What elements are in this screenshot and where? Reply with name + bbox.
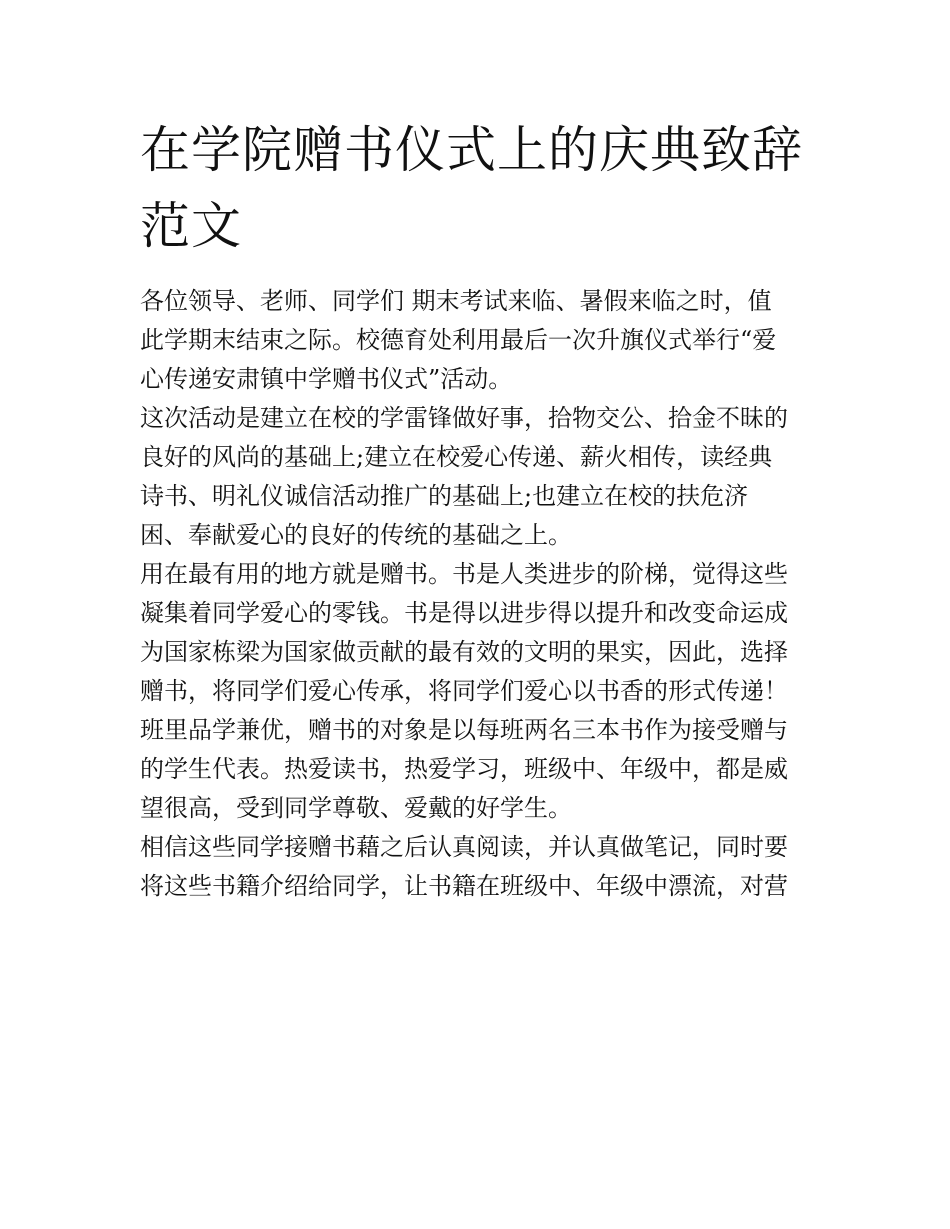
- text-line: 的学生代表。热爱读书，热爱学习，班级中、年级中，都是威: [140, 755, 788, 783]
- text-line: 为国家栋梁为国家做贡献的最有效的文明的果实，因此，选择: [140, 638, 788, 666]
- text-line: 良好的风尚的基础上;建立在校爱心传递、薪火相传，读经典: [140, 443, 773, 471]
- text-line: 将这些书籍介绍给同学，让书籍在班级中、年级中漂流，对营: [140, 872, 788, 900]
- text-line: 这次活动是建立在校的学雷锋做好事，拾物交公、拾金不昧的: [140, 404, 788, 432]
- paragraph-5: [140, 828, 820, 906]
- paragraph-2: [140, 399, 820, 555]
- text-line: 凝集着同学爱心的零钱。书是得以进步得以提升和改变命运成: [140, 599, 788, 627]
- text-line: 困、奉献爱心的良好的传统的基础之上。: [140, 521, 572, 549]
- document-title: [140, 112, 820, 264]
- title-line: 范文: [140, 197, 242, 255]
- text-line: 各位领导、老师、同学们 期末考试来临、暑假来临之时，值: [140, 287, 772, 315]
- text-line: 望很高，受到同学尊敬、爱戴的好学生。: [140, 794, 572, 822]
- paragraph-3: [140, 555, 820, 711]
- text-line: 相信这些同学接赠书藉之后认真阅读，并认真做笔记，同时要: [140, 833, 788, 861]
- text-line: 用在最有用的地方就是赠书。书是人类进步的阶梯，觉得这些: [140, 560, 788, 588]
- paragraph-1: [140, 282, 820, 399]
- document-body: [140, 282, 820, 906]
- text-line: 班里品学兼优，赠书的对象是以每班两名三本书作为接受赠与: [140, 716, 788, 744]
- text-line: 此学期末结束之际。校德育处利用最后一次升旗仪式举行“爱: [140, 326, 777, 354]
- paragraph-4: [140, 711, 820, 828]
- text-line: 诗书、明礼仪诚信活动推广的基础上;也建立在校的扶危济: [140, 482, 749, 510]
- title-line: 在学院赠书仪式上的庆典致辞: [140, 121, 803, 179]
- text-line: 赠书，将同学们爱心传承，将同学们爱心以书香的形式传递！: [140, 677, 788, 705]
- text-line: 心传递安肃镇中学赠书仪式”活动。: [140, 365, 513, 393]
